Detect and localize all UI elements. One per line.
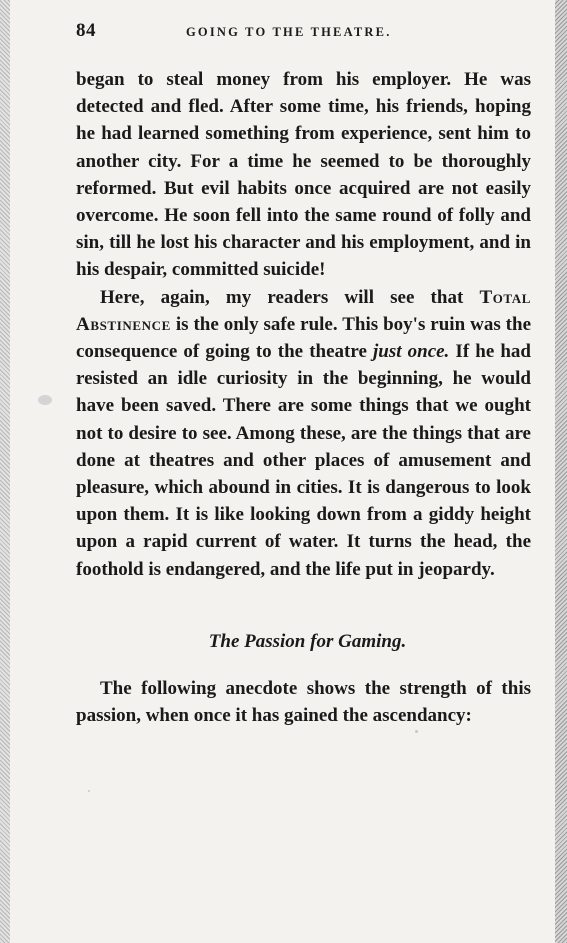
body-paragraph xyxy=(76,284,531,583)
page-header xyxy=(76,20,530,46)
scan-speck xyxy=(415,730,418,733)
section-heading: The Passion for Gaming. xyxy=(208,630,407,652)
body-paragraph: began to steal money from his employer. He was detected and fled. After some time, his friends, hoping he had learned something from experience, sent him to another city. For a time he seemed to be thoroughly reformed. But evil habits once acquired are not easily overcome. He soon fell into the same round of folly and sin, till he lost his character and his employment, and in his despair, committed suicide! xyxy=(76,69,531,281)
italic-text: just once. xyxy=(373,341,450,363)
scan-speck xyxy=(38,395,52,405)
paragraph-text: If he had resisted an idle curiosity in the beginning, he would have been saved. There are some things that we ought not to desire to see. Among these, are the things that are done at theatres and other places of amusement and pleasure, which abound in cities. It is dangerous to look upon them. It is like looking down from a giddy height upon a rapid current of water. It turns the head, the foothold is endangered, and the life put in jeopardy. xyxy=(76,341,531,580)
paragraph-text: is the only safe rule. This boy's ruin was the consequence of going to the theatre xyxy=(76,313,531,363)
running-head: GOING TO THE THEATRE. xyxy=(186,25,392,39)
scan-speck xyxy=(88,790,90,792)
page-body xyxy=(76,66,531,729)
emphasis-text: Total Abstinence xyxy=(76,286,531,335)
scan-gutter-right xyxy=(555,0,567,943)
paragraph-text: Here, again, my readers will see that xyxy=(100,286,480,308)
body-paragraph: The following anecdote shows the strength of this passion, when once it has gained the ascendancy: xyxy=(76,677,531,727)
scan-gutter-left xyxy=(0,0,10,943)
page-number: 84 xyxy=(76,20,96,41)
